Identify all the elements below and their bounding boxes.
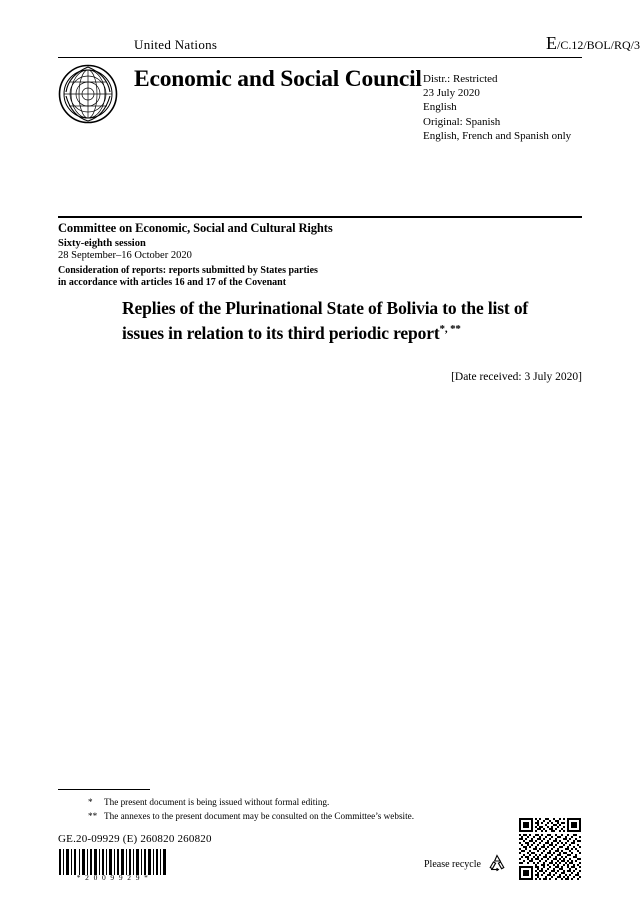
committee-block xyxy=(58,221,582,288)
agenda-line-2: in accordance with articles 16 and 17 of the Covenant xyxy=(58,277,287,288)
committee-session: Sixty-eighth session xyxy=(58,238,146,249)
organization-name: United Nations xyxy=(134,37,218,52)
masthead-bottom-rule xyxy=(58,216,582,218)
date-received: [Date received: 3 July 2020] xyxy=(451,371,582,383)
distribution-languages-only: English, French and Spanish only xyxy=(423,129,572,142)
page-title-footnote-marks: *, ** xyxy=(439,323,461,335)
footnote-item xyxy=(88,795,558,809)
distribution-date: 23 July 2020 xyxy=(423,87,480,100)
agenda-line-1: Consideration of reports: reports submitted by States parties xyxy=(58,265,318,276)
committee-name: Committee on Economic, Social and Cultural Rights xyxy=(58,221,333,235)
barcode-icon xyxy=(58,849,168,875)
job-number: GE.20-09929 (E) 260820 260820 xyxy=(58,833,212,845)
organ-title: Economic and Social Council xyxy=(134,66,422,92)
qr-code-icon xyxy=(519,818,581,880)
recycle-label: Please recycle xyxy=(424,859,481,870)
committee-session-dates: 28 September–16 October 2020 xyxy=(58,250,192,261)
footnote-text: The present document is being issued without formal editing. xyxy=(104,797,330,807)
distribution-line: Distr.: Restricted xyxy=(423,73,498,85)
document-symbol-prefix: E xyxy=(545,33,557,53)
masthead-top-rule xyxy=(58,57,582,58)
footnote-item xyxy=(88,809,558,823)
footnote-block xyxy=(88,795,558,823)
recycle-icon xyxy=(486,853,508,876)
un-emblem-icon xyxy=(58,64,118,124)
recycle-notice xyxy=(424,853,508,876)
footnote-text: The annexes to the present document may be consulted on the Committee’s website. xyxy=(104,811,414,821)
page-title xyxy=(122,298,534,344)
footnote-mark: ** xyxy=(88,811,98,821)
footnote-separator xyxy=(58,789,150,790)
document-symbol xyxy=(546,33,640,54)
distribution-language: English xyxy=(423,101,457,114)
footnote-mark: * xyxy=(88,797,93,807)
document-symbol-rest: /C.12/BOL/RQ/3 xyxy=(556,38,640,52)
page-title-text: Replies of the Plurinational State of Bolivia to the list of issues in relation to its third periodic report xyxy=(122,298,529,343)
distribution-block xyxy=(423,72,571,143)
distribution-original: Original: Spanish xyxy=(423,115,501,128)
barcode-number: * 2 0 0 9 9 2 9 * xyxy=(76,873,150,882)
